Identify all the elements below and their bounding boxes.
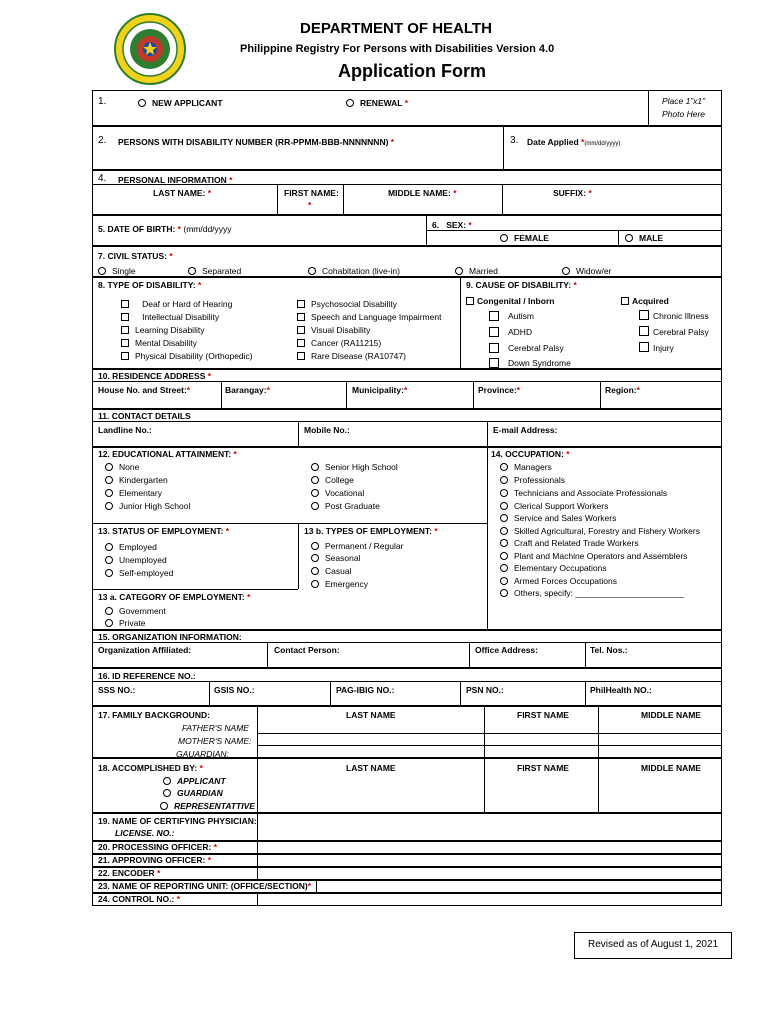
middle-name-field[interactable]: MIDDLE NAME: *: [388, 188, 457, 198]
control-number-field[interactable]: 24. CONTROL NO.: *: [98, 894, 181, 904]
education-post-graduate-radio[interactable]: Post Graduate: [311, 500, 380, 512]
personal-information-label: PERSONAL INFORMATION *: [118, 175, 233, 185]
cause-chronic-illness-checkbox[interactable]: Chronic Illness: [639, 310, 709, 322]
type-of-disability-label: 8. TYPE OF DISABILITY: *: [98, 280, 202, 290]
gsis-field[interactable]: GSIS NO.:: [214, 685, 255, 695]
education-elementary-radio[interactable]: Elementary: [105, 487, 162, 499]
disability-speech-checkbox[interactable]: Speech and Language Impairment: [297, 311, 441, 323]
disability-visual-checkbox[interactable]: Visual Disability: [297, 324, 370, 336]
cause-adhd-checkbox[interactable]: ADHD: [489, 326, 532, 338]
suffix-field[interactable]: SUFFIX: *: [553, 188, 592, 198]
civil-status-separated-radio[interactable]: Separated: [188, 265, 241, 277]
disability-psychosocial-checkbox[interactable]: Psychosocial Disability: [297, 298, 397, 310]
employment-self-employed-radio[interactable]: Self-employed: [105, 567, 173, 579]
municipality-field[interactable]: Municipality:*: [352, 385, 408, 395]
region-field[interactable]: Region:*: [605, 385, 640, 395]
education-junior-high-radio[interactable]: Junior High School: [105, 500, 190, 512]
province-field[interactable]: Province:*: [478, 385, 521, 395]
date-of-birth-field[interactable]: 5. DATE OF BIRTH: * (mm/dd/yyyy: [98, 224, 232, 234]
photo-placeholder-line2: Photo Here: [662, 109, 705, 119]
mothers-name-field[interactable]: MOTHER'S NAME:: [178, 736, 252, 746]
license-number-field[interactable]: LICENSE. NO.:: [115, 828, 175, 838]
occupation-clerical-radio[interactable]: Clerical Support Workers: [500, 500, 608, 512]
guardian-name-field[interactable]: GAUARDIAN:: [176, 749, 229, 759]
pwd-number-field[interactable]: PERSONS WITH DISABILITY NUMBER (RR-PPMM-BBB-NNNNNNN) *: [118, 137, 395, 147]
section-1-number: 1.: [98, 96, 107, 107]
tel-nos-field[interactable]: Tel. Nos.:: [590, 645, 628, 655]
accomplished-applicant-radio[interactable]: APPLICANT: [163, 775, 226, 787]
last-name-field[interactable]: LAST NAME: *: [153, 188, 212, 198]
contact-details-label: 11. CONTACT DETAILS: [98, 411, 191, 421]
mobile-field[interactable]: Mobile No.:: [304, 425, 350, 435]
cause-down-syndrome-checkbox[interactable]: Down Syndrome: [489, 357, 571, 369]
occupation-others-radio[interactable]: Others, specify: _______________________: [500, 587, 684, 599]
sex-male-radio[interactable]: MALE: [625, 232, 663, 244]
organization-information-label: 15. ORGANIZATION INFORMATION:: [98, 632, 242, 642]
cause-congenital-checkbox[interactable]: Congenital / Inborn: [466, 295, 554, 307]
pagibig-field[interactable]: PAG-IBIG NO.:: [336, 685, 395, 695]
disability-rare-checkbox[interactable]: Rare Disease (RA10747): [297, 350, 406, 362]
education-senior-high-radio[interactable]: Senior High School: [311, 461, 398, 473]
office-address-field[interactable]: Office Address:: [475, 645, 538, 655]
family-last-name-header: LAST NAME: [346, 710, 396, 720]
barangay-field[interactable]: Barangay:*: [225, 385, 270, 395]
employment-casual-radio[interactable]: Casual: [311, 565, 351, 577]
photo-placeholder-line1: Place 1”x1”: [662, 96, 705, 106]
contact-person-field[interactable]: Contact Person:: [274, 645, 340, 655]
disability-mental-checkbox[interactable]: Mental Disability: [121, 337, 197, 349]
category-private-radio[interactable]: Private: [105, 617, 145, 629]
id-reference-label: 16. ID REFERENCE NO.:: [98, 671, 196, 681]
disability-cancer-checkbox[interactable]: Cancer (RA11215): [297, 337, 381, 349]
employment-permanent-radio[interactable]: Permanent / Regular: [311, 540, 403, 552]
cause-acquired-checkbox[interactable]: Acquired: [621, 295, 669, 307]
family-background-label: 17. FAMILY BACKGROUND:: [98, 710, 210, 720]
disability-physical-checkbox[interactable]: Physical Disability (Orthopedic): [121, 350, 253, 362]
new-applicant-radio[interactable]: NEW APPLICANT: [138, 97, 223, 109]
accomplished-middle-name-header: MIDDLE NAME: [641, 763, 701, 773]
form-title: Application Form: [338, 61, 486, 81]
date-applied-field[interactable]: Date Applied *(mm/dd/yyyy): [527, 137, 621, 147]
accomplished-by-label: 18. ACCOMPLISHED BY: *: [98, 763, 203, 773]
landline-field[interactable]: Landline No.:: [98, 425, 152, 435]
sex-label: 6. SEX: *: [432, 220, 472, 230]
cause-cerebral-palsy-acquired-checkbox[interactable]: Cerebral Palsy: [639, 326, 709, 338]
occupation-professionals-radio[interactable]: Professionals: [500, 474, 565, 486]
employment-emergency-radio[interactable]: Emergency: [311, 578, 368, 590]
employment-seasonal-radio[interactable]: Seasonal: [311, 552, 360, 564]
residence-address-label: 10. RESIDENCE ADDRESS *: [98, 371, 212, 381]
accomplished-first-name-header: FIRST NAME: [517, 763, 569, 773]
fathers-name-field[interactable]: FATHER'S NAME: [182, 723, 249, 733]
occupation-label: 14. OCCUPATION: *: [491, 449, 570, 459]
family-middle-name-header: MIDDLE NAME: [641, 710, 701, 720]
doh-seal-logo: [114, 13, 186, 85]
education-none-radio[interactable]: None: [105, 461, 139, 473]
occupation-elementary-radio[interactable]: Elementary Occupations: [500, 562, 607, 574]
civil-status-label: 7. CIVIL STATUS: *: [98, 251, 173, 261]
sex-female-radio[interactable]: FEMALE: [500, 232, 549, 244]
disability-intellectual-checkbox[interactable]: Intellectual Disability: [121, 311, 219, 323]
category-of-employment-label: 13 a. CATEGORY OF EMPLOYMENT: *: [98, 592, 251, 602]
educational-attainment-label: 12. EDUCATIONAL ATTAINMENT: *: [98, 449, 237, 459]
family-first-name-header: FIRST NAME: [517, 710, 569, 720]
philhealth-field[interactable]: PhilHealth NO.:: [590, 685, 652, 695]
occupation-technicians-radio[interactable]: Technicians and Associate Professionals: [500, 487, 667, 499]
disability-learning-checkbox[interactable]: Learning Disability: [121, 324, 204, 336]
sss-field[interactable]: SSS NO.:: [98, 685, 136, 695]
education-kindergarten-radio[interactable]: Kindergarten: [105, 474, 168, 486]
psn-field[interactable]: PSN NO.:: [466, 685, 504, 695]
cause-of-disability-label: 9. CAUSE OF DISABILITY: *: [466, 280, 577, 290]
employment-employed-radio[interactable]: Employed: [105, 541, 157, 553]
occupation-skilled-agricultural-radio[interactable]: Skilled Agricultural, Forestry and Fishery Workers: [500, 525, 700, 537]
approving-officer-field[interactable]: 21. APPROVING OFFICER: *: [98, 855, 212, 865]
encoder-field[interactable]: 22. ENCODER *: [98, 868, 161, 878]
accomplished-representative-radio[interactable]: REPRESENTATTIVE: [160, 800, 255, 812]
occupation-armed-forces-radio[interactable]: Armed Forces Occupations: [500, 575, 617, 587]
disability-deaf-checkbox[interactable]: Deaf or Hard of Hearing: [121, 298, 232, 310]
registry-subtitle: Philippine Registry For Persons with Disabilities Version 4.0: [240, 43, 555, 55]
status-of-employment-label: 13. STATUS OF EMPLOYMENT: *: [98, 526, 229, 536]
occupation-craft-radio[interactable]: Craft and Related Trade Workers: [500, 537, 639, 549]
organization-affiliated-field[interactable]: Organization Affiliated:: [98, 645, 192, 655]
education-college-radio[interactable]: College: [311, 474, 354, 486]
occupation-managers-radio[interactable]: Managers: [500, 461, 552, 473]
category-government-radio[interactable]: Government: [105, 605, 166, 617]
department-title: DEPARTMENT OF HEALTH: [300, 20, 492, 37]
employment-unemployed-radio[interactable]: Unemployed: [105, 554, 167, 566]
civil-status-cohabitation-radio[interactable]: Cohabitation (live-in): [308, 265, 400, 277]
education-vocational-radio[interactable]: Vocational: [311, 487, 364, 499]
civil-status-single-radio[interactable]: Single: [98, 265, 136, 277]
certifying-physician-field[interactable]: 19. NAME OF CERTIFYING PHYSICIAN:: [98, 816, 257, 826]
processing-officer-field[interactable]: 20. PROCESSING OFFICER: *: [98, 842, 218, 852]
civil-status-married-radio[interactable]: Married: [455, 265, 498, 277]
accomplished-last-name-header: LAST NAME: [346, 763, 396, 773]
reporting-unit-field[interactable]: 23. NAME OF REPORTING UNIT: (OFFICE/SECTION)*: [98, 881, 311, 891]
occupation-plant-machine-radio[interactable]: Plant and Machine Operators and Assemblers: [500, 550, 687, 562]
house-street-field[interactable]: House No. and Street:*: [98, 385, 191, 395]
civil-status-widow-radio[interactable]: Widow/er: [562, 265, 611, 277]
accomplished-guardian-radio[interactable]: GUARDIAN: [163, 787, 223, 799]
cause-cerebral-palsy-congenital-checkbox[interactable]: Cerebral Palsy: [489, 342, 564, 354]
types-of-employment-label: 13 b. TYPES OF EMPLOYMENT: *: [304, 526, 438, 536]
occupation-service-sales-radio[interactable]: Service and Sales Workers: [500, 512, 616, 524]
cause-autism-checkbox[interactable]: Autism: [489, 310, 534, 322]
email-field[interactable]: E-mail Address:: [493, 425, 558, 435]
first-name-field[interactable]: FIRST NAME:: [284, 188, 339, 198]
revision-date: Revised as of August 1, 2021: [588, 939, 719, 950]
cause-injury-checkbox[interactable]: Injury: [639, 342, 674, 354]
renewal-radio[interactable]: RENEWAL *: [346, 97, 408, 109]
